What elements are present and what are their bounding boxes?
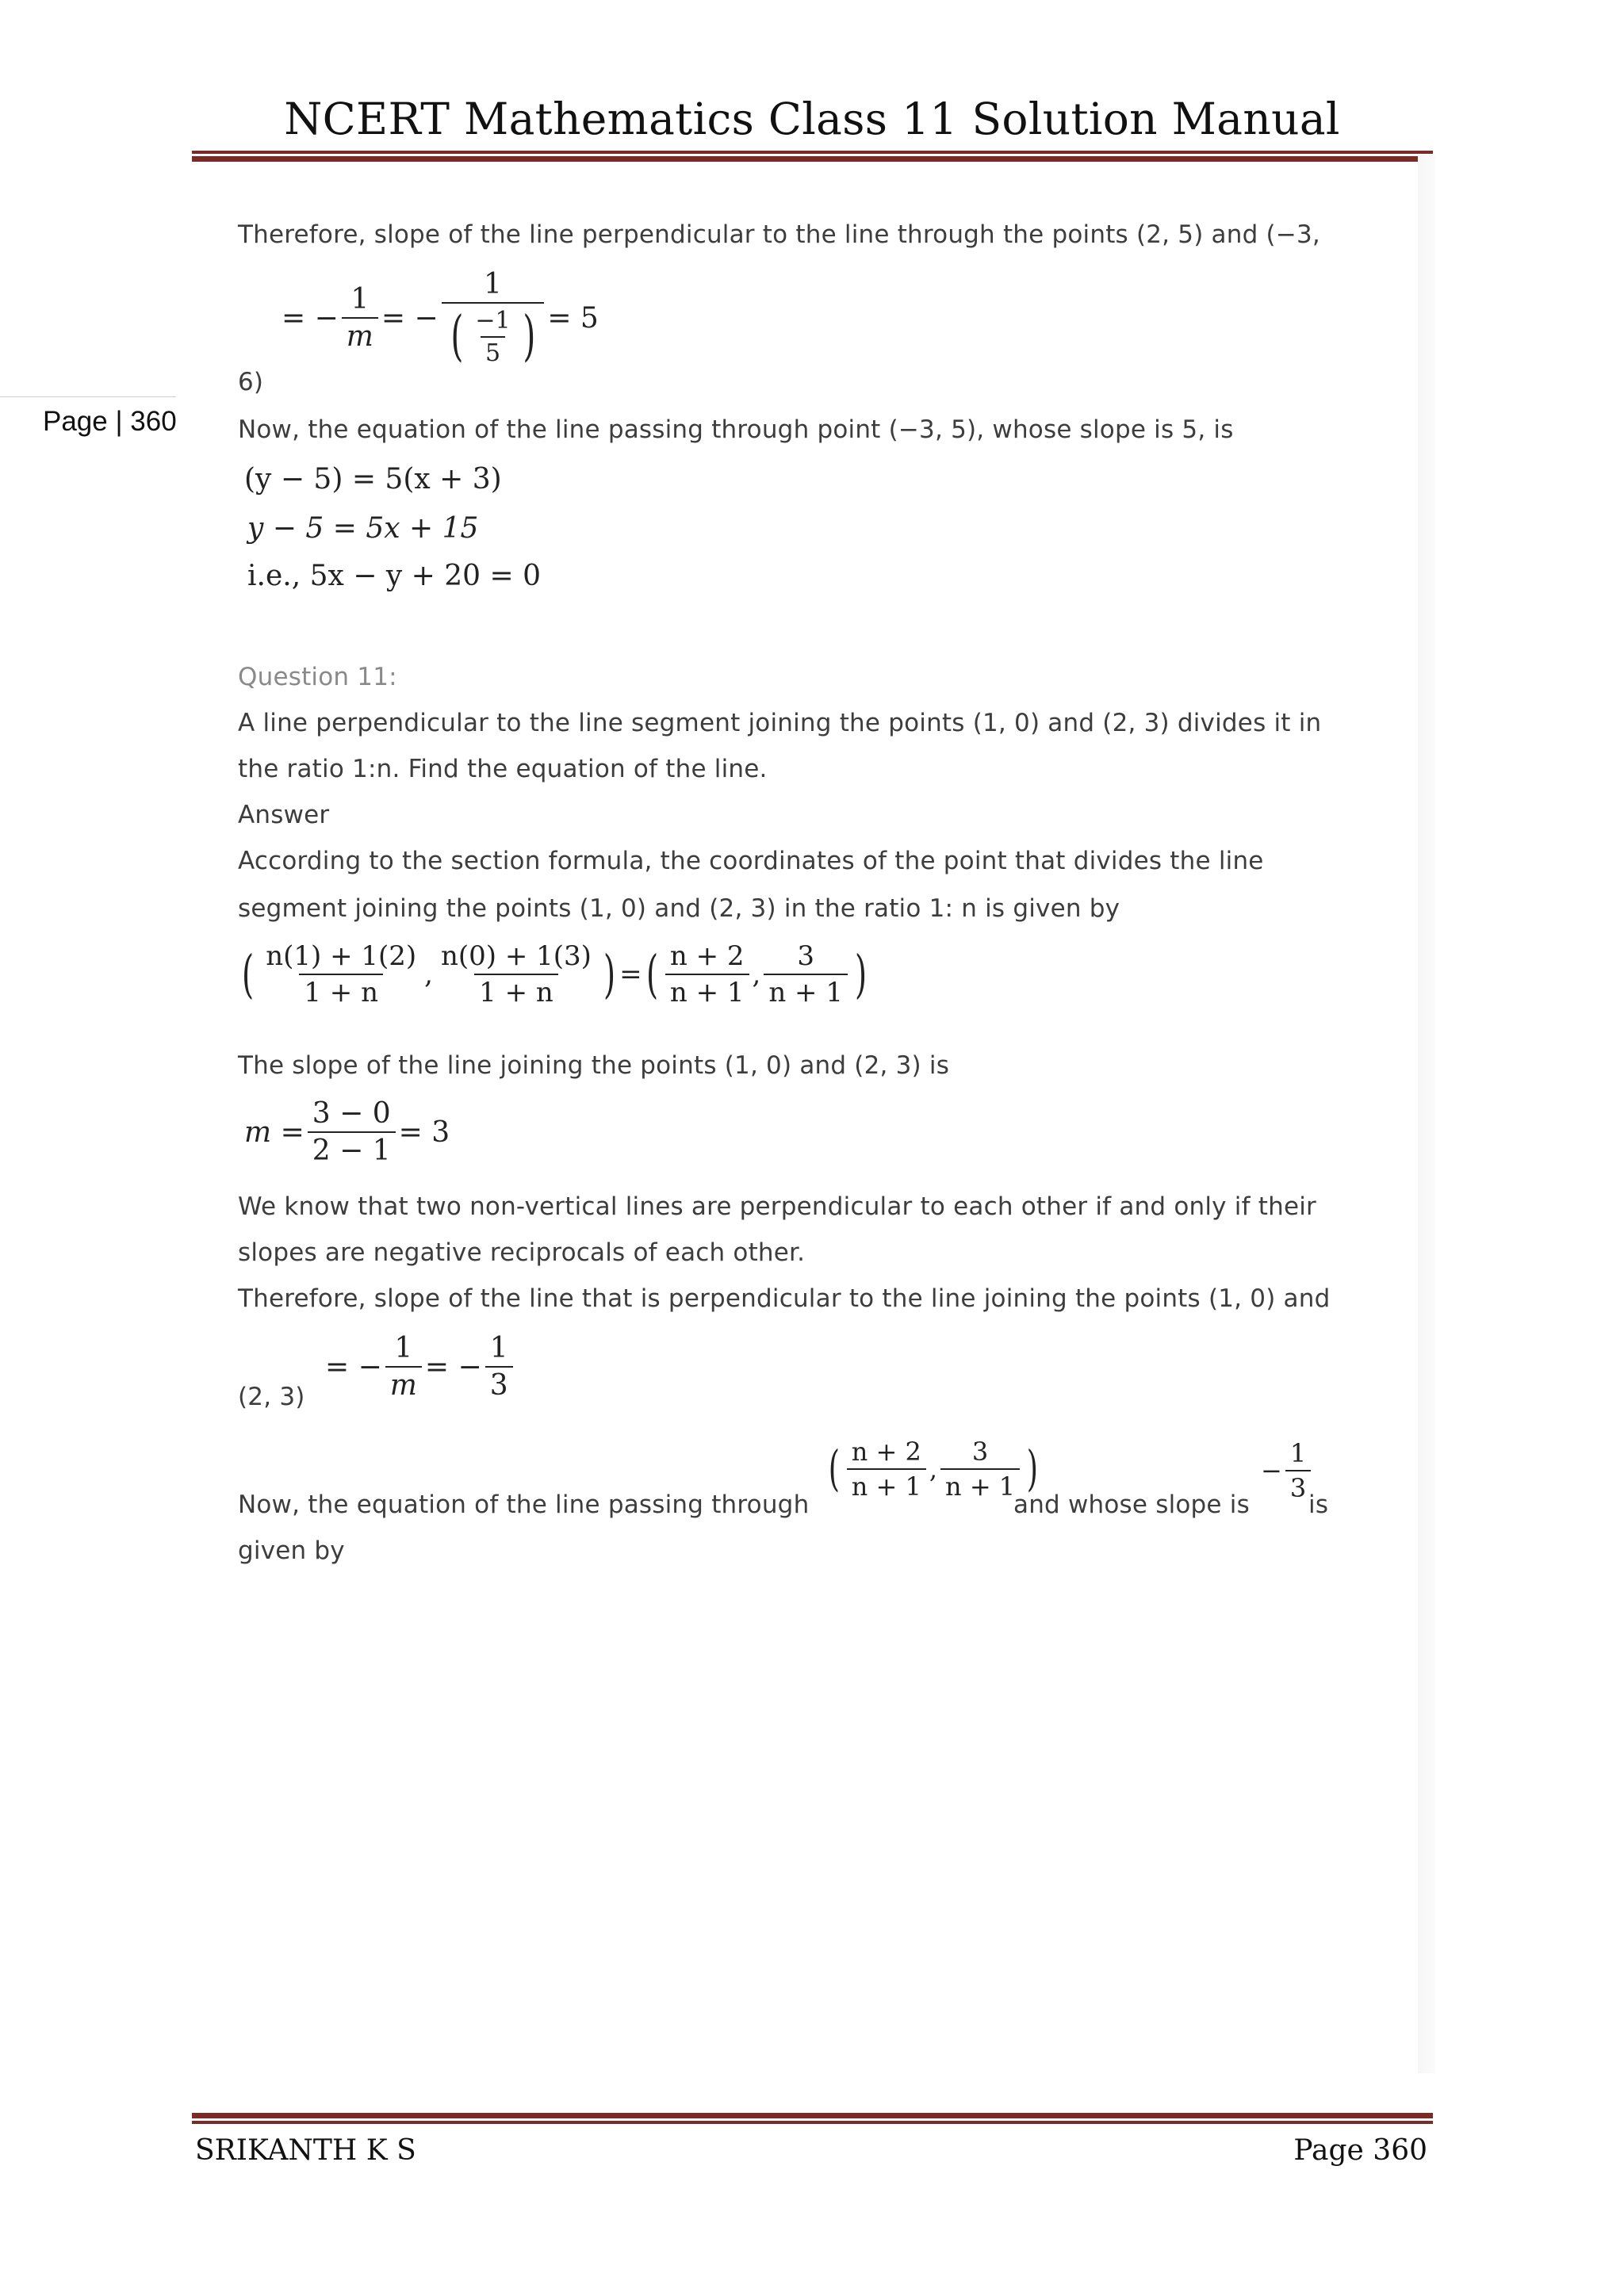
answer-text: is — [1308, 1490, 1329, 1519]
fraction — [764, 940, 848, 1008]
numerator: 1 — [394, 1332, 413, 1364]
numerator: n + 2 — [669, 940, 745, 972]
answer-label: Answer — [238, 801, 330, 829]
math-text: = − — [325, 1350, 382, 1383]
denominator: n + 1 — [764, 974, 848, 1008]
fraction — [470, 307, 515, 367]
header-rule-thick — [192, 156, 1433, 162]
answer-text: We know that two non-vertical lines are perpendicular to each other if and only if their — [238, 1192, 1316, 1221]
equation-slope-value: − $\frac{1}{3}$ — [1261, 1438, 1314, 1503]
math-text: = − — [282, 301, 339, 335]
math-text: = 3 — [398, 1115, 450, 1149]
question-text: the ratio 1:n. Find the equation of the line. — [238, 755, 768, 783]
fraction — [436, 940, 596, 1008]
numerator: 1 — [1289, 1438, 1307, 1468]
fraction — [308, 1097, 396, 1167]
side-page-number: Page | 360 — [43, 406, 177, 437]
paren-open: ( — [450, 305, 464, 368]
denominator — [385, 1366, 422, 1402]
answer-text: Now, the equation of the line passing through — [238, 1490, 810, 1519]
fraction — [665, 940, 749, 1008]
answer-text: segment joining the points (1, 0) and (2, 3) in the ratio 1: n is given by — [238, 894, 1120, 923]
text-line: Therefore, slope of the line perpendicular to the line through the points (2, 5) and (−3, — [238, 220, 1320, 249]
math-text: = 5 — [547, 301, 599, 335]
equation-perpendicular-slope — [325, 1332, 516, 1402]
answer-text: According to the section formula, the coordinates of the point that divides the line — [238, 847, 1264, 875]
answer-text: and whose slope is — [1013, 1490, 1250, 1519]
equation-line: (y − 5) = 5(x + 3) — [244, 463, 502, 496]
denominator: 1 + n — [474, 974, 558, 1008]
footer-author: SRIKANTH K S — [195, 2134, 416, 2167]
question-label: Question 11: — [238, 663, 397, 691]
numerator: 3 − 0 — [312, 1097, 391, 1130]
math-text: m = — [244, 1115, 304, 1149]
text-line: Now, the equation of the line passing through point (−3, 5), whose slope is 5, is — [238, 415, 1234, 444]
footer-page-number: Page 360 — [1293, 2134, 1427, 2167]
paren-close: ) — [854, 944, 868, 1004]
paren-close: ) — [522, 305, 535, 368]
numerator: 3 — [971, 1437, 989, 1467]
denominator: 3 — [1285, 1470, 1311, 1503]
numerator: −1 — [475, 306, 511, 335]
denominator: 2 − 1 — [308, 1131, 396, 1167]
footer-rule-thick — [192, 2113, 1433, 2118]
fraction — [1285, 1438, 1311, 1503]
math-text: = − — [381, 301, 439, 335]
side-margin-line — [0, 396, 176, 397]
denominator: 1 + n — [299, 974, 383, 1008]
equation-slope — [244, 1097, 450, 1167]
numerator: 3 — [797, 940, 814, 972]
math-text: = − — [424, 1350, 482, 1383]
equation-section-formula: ( $\frac{n(1) + 1(2)}{1 + n}$ , $\frac{n(0) + 1(3)}{1 + n}$ ) = ( $\frac{n + 2}{n + 1}$ , $\frac{3}{n + 1}$ ) — [242, 940, 868, 1008]
scan-edge — [1418, 155, 1435, 2073]
fraction — [442, 268, 545, 368]
paren-open: ( — [645, 944, 658, 1004]
denominator — [442, 302, 545, 368]
paren-close: ) — [1026, 1441, 1039, 1497]
fraction — [261, 940, 421, 1008]
answer-text: given by — [238, 1536, 345, 1565]
question-text: A line perpendicular to the line segment joining the points (1, 0) and (2, 3) divides it in — [238, 709, 1322, 737]
answer-text: (2, 3) — [238, 1383, 305, 1411]
paren-open: ( — [828, 1441, 840, 1497]
numerator: n + 2 — [851, 1437, 921, 1467]
paren-open: ( — [242, 944, 255, 1004]
footer-rule-thin — [192, 2121, 1433, 2124]
denominator: 5 — [481, 336, 505, 367]
numerator: 1 — [484, 268, 502, 300]
fraction — [485, 1332, 513, 1402]
page-title: NCERT Mathematics Class 11 Solution Manual — [284, 94, 1340, 144]
equation-line: y − 5 = 5x + 15 — [247, 512, 479, 545]
text-line: 6) — [238, 368, 264, 396]
denominator: n + 1 — [665, 974, 749, 1008]
paren-close: ) — [603, 944, 616, 1004]
fraction — [847, 1437, 926, 1502]
denominator: 3 — [485, 1366, 513, 1402]
equation-slope-perpendicular — [282, 268, 599, 368]
denominator: n + 1 — [847, 1468, 926, 1502]
header-rule-thin — [192, 151, 1433, 154]
answer-text: Therefore, slope of the line that is perpendicular to the line joining the points (1, 0) and — [238, 1284, 1331, 1313]
fraction — [940, 1437, 1020, 1502]
equation-line: i.e., 5x − y + 20 = 0 — [247, 560, 542, 592]
denominator: n + 1 — [940, 1468, 1020, 1502]
answer-text: The slope of the line joining the points (1, 0) and (2, 3) is — [238, 1051, 950, 1080]
denominator — [342, 317, 378, 353]
numerator: n(1) + 1(2) — [266, 940, 417, 972]
fraction — [385, 1332, 422, 1402]
numerator: 1 — [489, 1332, 508, 1364]
answer-text: slopes are negative reciprocals of each other. — [238, 1238, 806, 1267]
numerator: 1 — [350, 283, 370, 316]
math-var: m — [346, 320, 373, 353]
numerator: n(0) + 1(3) — [440, 940, 592, 972]
math-var: m — [389, 1369, 417, 1402]
equation-point: ( $\frac{n + 2}{n + 1}$ , $\frac{3}{n + 1}$ ) — [828, 1437, 1039, 1502]
fraction — [342, 283, 378, 353]
